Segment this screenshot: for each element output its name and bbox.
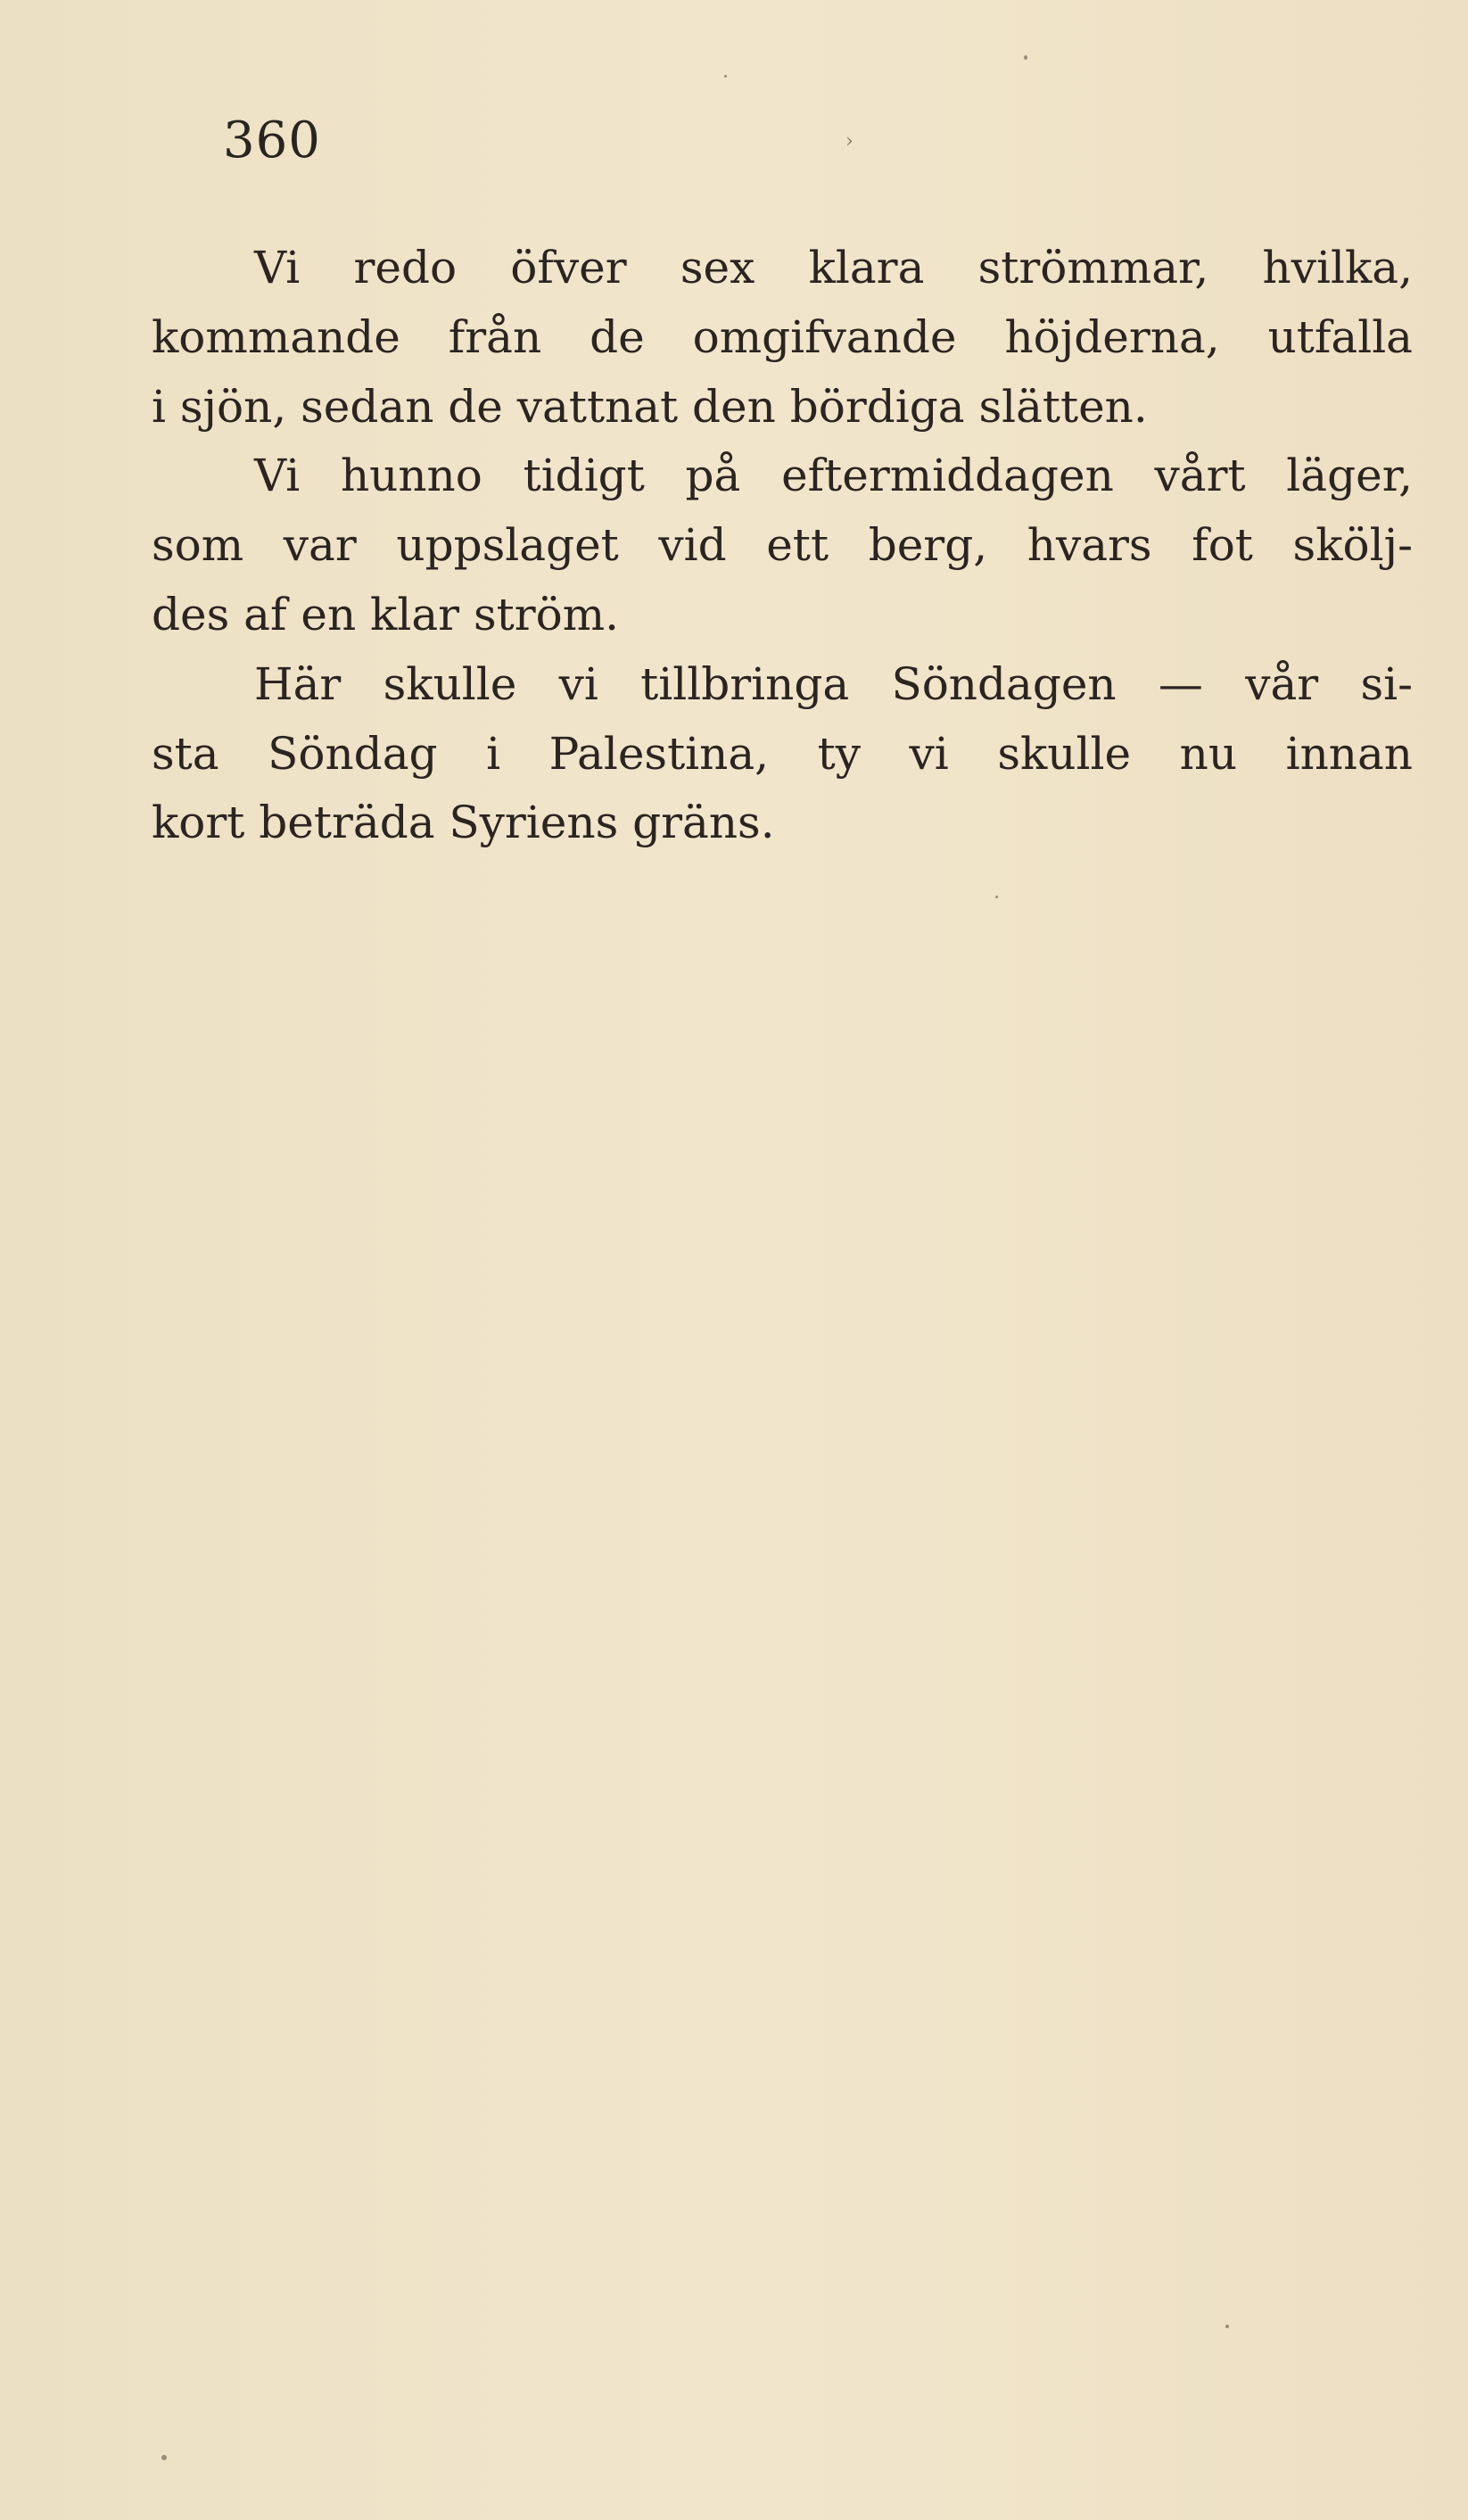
page-number: 360 xyxy=(223,112,321,169)
text-line: Här skulle vi tillbringa Söndagen — vår si- xyxy=(254,657,1413,710)
paper-speck xyxy=(161,2455,167,2460)
paragraph xyxy=(152,650,1413,858)
paper-speck xyxy=(724,75,727,78)
paragraph xyxy=(152,234,1413,442)
paper-speck xyxy=(995,896,998,898)
text-line: sta Söndag i Palestina, ty vi skulle nu innan xyxy=(152,727,1413,780)
stray-print-mark: › xyxy=(845,130,854,153)
body-text xyxy=(152,234,1413,858)
text-line: Vi redo öfver sex klara strömmar, hvilka, xyxy=(254,242,1413,293)
paper-speck xyxy=(1225,2325,1229,2328)
text-line: kommande från de omgifvande höjderna, utfalla xyxy=(152,310,1413,363)
text-line: Vi hunno tidigt på eftermiddagen vårt läger, xyxy=(254,450,1413,502)
text-line: kort beträda Syriens gräns. xyxy=(152,797,775,849)
paper-speck xyxy=(1024,55,1027,60)
paragraph xyxy=(152,442,1413,649)
text-line: i sjön, sedan de vattnat den bördiga slätten. xyxy=(152,380,1148,433)
text-line: som var uppslaget vid ett berg, hvars fot skölj- xyxy=(152,519,1413,572)
text-line: des af en klar ström. xyxy=(152,588,619,640)
